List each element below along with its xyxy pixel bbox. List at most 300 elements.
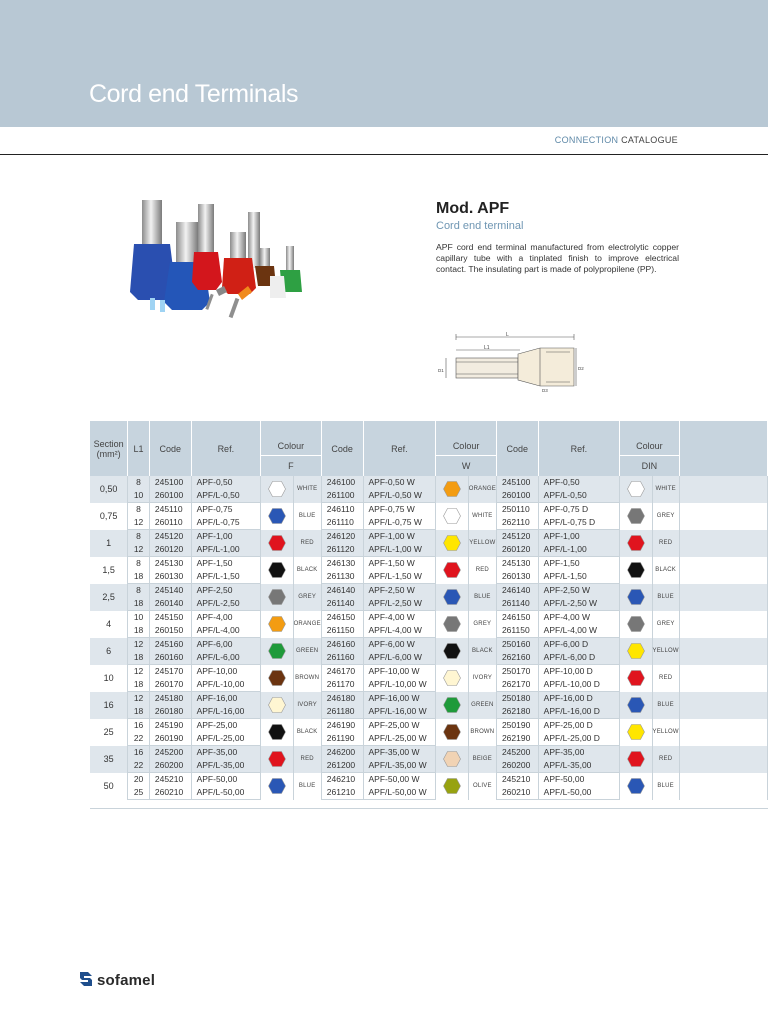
w-ref-cell: APF/L-0,75 W	[363, 516, 436, 530]
w-code-cell: 246190	[321, 719, 363, 733]
section-cell: 16	[90, 692, 128, 719]
f-colour-name: BROWN	[293, 665, 321, 692]
din-code-cell: 262190	[496, 732, 538, 746]
w-code-cell: 261100	[321, 489, 363, 503]
colour-swatch-cell	[436, 692, 469, 719]
f-code-cell: 260130	[149, 570, 191, 584]
colour-swatch-cell	[261, 692, 294, 719]
logo-text: sofamel	[97, 972, 156, 989]
f-code-cell: 260100	[149, 489, 191, 503]
w-colour-name: BLUE	[468, 584, 496, 611]
f-ref-cell: APF/L-1,00	[191, 543, 260, 557]
colour-swatch-cell	[620, 476, 653, 503]
w-colour-name: ORANGE	[468, 476, 496, 503]
w-code-cell: 261180	[321, 705, 363, 719]
f-code-cell: 260180	[149, 705, 191, 719]
f-ref-cell: APF/L-1,50	[191, 570, 260, 584]
colour-swatch-cell	[436, 746, 469, 773]
w-ref-cell: APF/L-10,00 W	[363, 678, 436, 692]
header-type-w: W	[436, 456, 497, 477]
l1-cell: 18	[128, 570, 150, 584]
blank-cell	[679, 584, 767, 611]
w-ref-cell: APF-50,00 W	[363, 773, 436, 787]
f-ref-cell: APF-10,00	[191, 665, 260, 679]
f-colour-name: IVORY	[293, 692, 321, 719]
din-ref-cell: APF-10,00 D	[538, 665, 619, 679]
din-ref-cell: APF/L-1,00	[538, 543, 619, 557]
hexagon-swatch-icon	[627, 643, 645, 659]
colour-swatch-cell	[436, 503, 469, 530]
f-ref-cell: APF-25,00	[191, 719, 260, 733]
l1-cell: 18	[128, 678, 150, 692]
l1-cell: 8	[128, 503, 150, 517]
w-code-cell: 246100	[321, 476, 363, 489]
din-ref-cell: APF-6,00 D	[538, 638, 619, 652]
colour-swatch-cell	[261, 746, 294, 773]
din-code-cell: 262170	[496, 678, 538, 692]
colour-swatch-cell	[436, 611, 469, 638]
colour-swatch-cell	[436, 719, 469, 746]
header-section	[90, 421, 128, 476]
l1-cell: 10	[128, 489, 150, 503]
f-code-cell: 245190	[149, 719, 191, 733]
dimension-drawing	[436, 330, 586, 395]
hexagon-swatch-icon	[443, 535, 461, 551]
header-ref-w: Ref.	[363, 421, 436, 476]
din-colour-name: RED	[652, 665, 679, 692]
f-colour-name: GREY	[293, 584, 321, 611]
din-code-cell: 250110	[496, 503, 538, 517]
w-code-cell: 261150	[321, 624, 363, 638]
hexagon-swatch-icon	[627, 670, 645, 686]
spec-table	[90, 421, 768, 800]
din-colour-name: BLACK	[652, 557, 679, 584]
f-colour-name: BLACK	[293, 557, 321, 584]
hexagon-swatch-icon	[268, 751, 286, 767]
blank-cell	[679, 692, 767, 719]
din-code-cell: 260210	[496, 786, 538, 800]
din-code-cell: 262160	[496, 651, 538, 665]
w-ref-cell: APF-10,00 W	[363, 665, 436, 679]
colour-swatch-cell	[261, 557, 294, 584]
hexagon-swatch-icon	[443, 643, 461, 659]
hexagon-swatch-icon	[627, 724, 645, 740]
w-code-cell: 261110	[321, 516, 363, 530]
w-colour-name: OLIVE	[468, 773, 496, 800]
din-code-cell: 261140	[496, 597, 538, 611]
l1-cell: 16	[128, 719, 150, 733]
f-ref-cell: APF-1,00	[191, 530, 260, 544]
f-code-cell: 245200	[149, 746, 191, 760]
blank-cell	[679, 530, 767, 557]
din-ref-cell: APF/L-4,00 W	[538, 624, 619, 638]
f-code-cell: 260200	[149, 759, 191, 773]
din-colour-name: GREY	[652, 611, 679, 638]
l1-cell: 18	[128, 651, 150, 665]
l1-cell: 18	[128, 624, 150, 638]
sofamel-logo-icon	[78, 970, 94, 988]
l1-cell: 25	[128, 786, 150, 800]
f-ref-cell: APF-0,75	[191, 503, 260, 517]
header-code-din: Code	[496, 421, 538, 476]
w-code-cell: 246150	[321, 611, 363, 625]
colour-swatch-cell	[620, 557, 653, 584]
f-ref-cell: APF/L-25,00	[191, 732, 260, 746]
din-code-cell: 250180	[496, 692, 538, 706]
l1-cell: 20	[128, 773, 150, 787]
colour-swatch-cell	[620, 638, 653, 665]
din-colour-name: WHITE	[652, 476, 679, 503]
l1-cell: 8	[128, 530, 150, 544]
f-code-cell: 245160	[149, 638, 191, 652]
hexagon-swatch-icon	[268, 616, 286, 632]
hexagon-swatch-icon	[627, 535, 645, 551]
dim-label-d2: D2	[578, 366, 584, 371]
din-ref-cell: APF/L-2,50 W	[538, 597, 619, 611]
w-ref-cell: APF-2,50 W	[363, 584, 436, 598]
table-row	[90, 773, 768, 787]
din-colour-name: BLUE	[652, 692, 679, 719]
colour-swatch-cell	[620, 584, 653, 611]
l1-cell: 22	[128, 732, 150, 746]
colour-swatch-cell	[261, 584, 294, 611]
din-ref-cell: APF-4,00 W	[538, 611, 619, 625]
w-code-cell: 261160	[321, 651, 363, 665]
w-ref-cell: APF-25,00 W	[363, 719, 436, 733]
colour-swatch-cell	[261, 773, 294, 800]
w-ref-cell: APF/L-6,00 W	[363, 651, 436, 665]
colour-swatch-cell	[261, 611, 294, 638]
colour-swatch-cell	[261, 476, 294, 503]
w-code-cell: 261120	[321, 543, 363, 557]
w-colour-name: GREEN	[468, 692, 496, 719]
din-colour-name: YELLOW	[652, 719, 679, 746]
w-ref-cell: APF/L-16,00 W	[363, 705, 436, 719]
colour-swatch-cell	[436, 584, 469, 611]
f-ref-cell: APF/L-35,00	[191, 759, 260, 773]
blank-cell	[679, 746, 767, 773]
hexagon-swatch-icon	[443, 697, 461, 713]
f-colour-name: ORANGE	[293, 611, 321, 638]
table-row	[90, 692, 768, 706]
w-code-cell: 261210	[321, 786, 363, 800]
header-code-f: Code	[149, 421, 191, 476]
colour-swatch-cell	[620, 503, 653, 530]
header-type-f: F	[261, 456, 322, 477]
hexagon-swatch-icon	[627, 697, 645, 713]
w-colour-name: RED	[468, 557, 496, 584]
w-ref-cell: APF-1,50 W	[363, 557, 436, 571]
l1-cell: 8	[128, 557, 150, 571]
w-colour-name: YELLOW	[468, 530, 496, 557]
header-type-din: DIN	[620, 456, 680, 477]
colour-swatch-cell	[261, 719, 294, 746]
w-code-cell: 261200	[321, 759, 363, 773]
l1-cell: 22	[128, 759, 150, 773]
din-ref-cell: APF-16,00 D	[538, 692, 619, 706]
f-colour-name: BLUE	[293, 503, 321, 530]
din-ref-cell: APF/L-0,50	[538, 489, 619, 503]
l1-cell: 10	[128, 611, 150, 625]
blank-cell	[679, 476, 767, 503]
w-code-cell: 246210	[321, 773, 363, 787]
f-ref-cell: APF/L-6,00	[191, 651, 260, 665]
blank-cell	[679, 557, 767, 584]
din-code-cell: 245210	[496, 773, 538, 787]
header-divider	[0, 154, 768, 155]
header-blank	[679, 421, 767, 476]
w-ref-cell: APF-16,00 W	[363, 692, 436, 706]
colour-swatch-cell	[620, 530, 653, 557]
colour-swatch-cell	[620, 611, 653, 638]
f-ref-cell: APF/L-4,00	[191, 624, 260, 638]
f-ref-cell: APF/L-10,00	[191, 678, 260, 692]
din-colour-name: BLUE	[652, 773, 679, 800]
catalogue-word: CATALOGUE	[621, 135, 678, 145]
w-colour-name: BLACK	[468, 638, 496, 665]
w-ref-cell: APF-4,00 W	[363, 611, 436, 625]
f-code-cell: 260160	[149, 651, 191, 665]
colour-swatch-cell	[436, 476, 469, 503]
blank-cell	[679, 773, 767, 800]
colour-swatch-cell	[620, 746, 653, 773]
din-colour-name: RED	[652, 746, 679, 773]
f-ref-cell: APF/L-0,50	[191, 489, 260, 503]
spec-table-body	[90, 476, 768, 800]
din-ref-cell: APF/L-50,00	[538, 786, 619, 800]
table-row	[90, 638, 768, 652]
f-code-cell: 245150	[149, 611, 191, 625]
hexagon-swatch-icon	[627, 751, 645, 767]
hexagon-swatch-icon	[268, 778, 286, 794]
w-ref-cell: APF/L-50,00 W	[363, 786, 436, 800]
f-ref-cell: APF-4,00	[191, 611, 260, 625]
f-ref-cell: APF/L-16,00	[191, 705, 260, 719]
din-ref-cell: APF-1,00	[538, 530, 619, 544]
w-colour-name: BEIGE	[468, 746, 496, 773]
w-code-cell: 261140	[321, 597, 363, 611]
f-code-cell: 245210	[149, 773, 191, 787]
w-colour-name: WHITE	[468, 503, 496, 530]
w-code-cell: 246180	[321, 692, 363, 706]
din-ref-cell: APF-0,50	[538, 476, 619, 489]
din-code-cell: 245100	[496, 476, 538, 489]
hexagon-swatch-icon	[268, 481, 286, 497]
din-code-cell: 246150	[496, 611, 538, 625]
f-ref-cell: APF/L-0,75	[191, 516, 260, 530]
table-row	[90, 746, 768, 760]
header-l1: L1	[128, 421, 150, 476]
f-code-cell: 245130	[149, 557, 191, 571]
colour-swatch-cell	[620, 719, 653, 746]
hexagon-swatch-icon	[268, 535, 286, 551]
table-row	[90, 530, 768, 544]
table-row	[90, 611, 768, 625]
header-ref-din: Ref.	[538, 421, 619, 476]
hexagon-swatch-icon	[268, 643, 286, 659]
din-code-cell: 245120	[496, 530, 538, 544]
w-ref-cell: APF-6,00 W	[363, 638, 436, 652]
hexagon-swatch-icon	[627, 778, 645, 794]
din-code-cell: 250190	[496, 719, 538, 733]
hexagon-swatch-icon	[627, 616, 645, 632]
colour-swatch-cell	[620, 773, 653, 800]
din-ref-cell: APF-50,00	[538, 773, 619, 787]
w-ref-cell: APF/L-1,50 W	[363, 570, 436, 584]
f-colour-name: GREEN	[293, 638, 321, 665]
section-cell: 0,75	[90, 503, 128, 530]
din-code-cell: 245130	[496, 557, 538, 571]
header-colour-f: Colour	[261, 421, 322, 456]
f-ref-cell: APF/L-50,00	[191, 786, 260, 800]
section-cell: 0,50	[90, 476, 128, 503]
dim-label-l1: L1	[484, 345, 490, 351]
l1-cell: 12	[128, 516, 150, 530]
colour-swatch-cell	[436, 530, 469, 557]
l1-cell: 12	[128, 638, 150, 652]
section-cell: 2,5	[90, 584, 128, 611]
w-ref-cell: APF/L-25,00 W	[363, 732, 436, 746]
blank-cell	[679, 638, 767, 665]
header-colour-din: Colour	[620, 421, 680, 456]
din-code-cell: 246140	[496, 584, 538, 598]
din-colour-name: GREY	[652, 503, 679, 530]
colour-swatch-cell	[620, 692, 653, 719]
f-ref-cell: APF-2,50	[191, 584, 260, 598]
f-code-cell: 245140	[149, 584, 191, 598]
din-ref-cell: APF/L-25,00 D	[538, 732, 619, 746]
f-code-cell: 245110	[149, 503, 191, 517]
table-row	[90, 665, 768, 679]
l1-cell: 8	[128, 476, 150, 489]
din-colour-name: RED	[652, 530, 679, 557]
hexagon-swatch-icon	[443, 778, 461, 794]
section-cell: 10	[90, 665, 128, 692]
f-code-cell: 260210	[149, 786, 191, 800]
f-code-cell: 245120	[149, 530, 191, 544]
din-code-cell: 261150	[496, 624, 538, 638]
colour-swatch-cell	[436, 638, 469, 665]
model-subtitle: Cord end terminal	[436, 220, 524, 232]
f-ref-cell: APF/L-2,50	[191, 597, 260, 611]
hexagon-swatch-icon	[443, 670, 461, 686]
l1-cell: 12	[128, 543, 150, 557]
din-ref-cell: APF-35,00	[538, 746, 619, 760]
blank-cell	[679, 719, 767, 746]
page-title: Cord end Terminals	[89, 80, 299, 108]
dim-label-d1: D1	[438, 368, 444, 373]
hexagon-swatch-icon	[268, 697, 286, 713]
din-ref-cell: APF/L-16,00 D	[538, 705, 619, 719]
f-code-cell: 260140	[149, 597, 191, 611]
din-code-cell: 262180	[496, 705, 538, 719]
din-colour-name: YELLOW	[652, 638, 679, 665]
table-row	[90, 476, 768, 489]
f-ref-cell: APF-6,00	[191, 638, 260, 652]
header-colour-w: Colour	[436, 421, 497, 456]
l1-cell: 12	[128, 692, 150, 706]
din-ref-cell: APF-2,50 W	[538, 584, 619, 598]
l1-cell: 18	[128, 705, 150, 719]
f-code-cell: 260110	[149, 516, 191, 530]
f-ref-cell: APF-0,50	[191, 476, 260, 489]
f-colour-name: RED	[293, 530, 321, 557]
section-cell: 1	[90, 530, 128, 557]
hexagon-swatch-icon	[268, 508, 286, 524]
hexagon-swatch-icon	[443, 481, 461, 497]
w-colour-name: IVORY	[468, 665, 496, 692]
din-ref-cell: APF/L-0,75 D	[538, 516, 619, 530]
hexagon-swatch-icon	[443, 589, 461, 605]
w-colour-name: GREY	[468, 611, 496, 638]
l1-cell: 16	[128, 746, 150, 760]
colour-swatch-cell	[261, 638, 294, 665]
w-code-cell: 246200	[321, 746, 363, 760]
din-code-cell: 245200	[496, 746, 538, 760]
catalogue-accent: CONNECTION	[554, 135, 619, 145]
product-photo	[110, 182, 330, 327]
w-code-cell: 261130	[321, 570, 363, 584]
section-cell: 6	[90, 638, 128, 665]
f-code-cell: 260190	[149, 732, 191, 746]
header-ref-f: Ref.	[191, 421, 260, 476]
din-ref-cell: APF-0,75 D	[538, 503, 619, 517]
blank-cell	[679, 611, 767, 638]
din-colour-name: BLUE	[652, 584, 679, 611]
din-code-cell: 260120	[496, 543, 538, 557]
catalogue-label	[555, 135, 678, 145]
table-row	[90, 719, 768, 733]
colour-swatch-cell	[261, 503, 294, 530]
hexagon-swatch-icon	[443, 562, 461, 578]
f-code-cell: 260120	[149, 543, 191, 557]
l1-cell: 12	[128, 665, 150, 679]
header-section-unit: (mm²)	[96, 448, 121, 459]
hexagon-swatch-icon	[627, 589, 645, 605]
w-ref-cell: APF-0,50 W	[363, 476, 436, 489]
hexagon-swatch-icon	[443, 508, 461, 524]
section-cell: 50	[90, 773, 128, 800]
din-code-cell: 250160	[496, 638, 538, 652]
w-ref-cell: APF-1,00 W	[363, 530, 436, 544]
w-ref-cell: APF-0,75 W	[363, 503, 436, 517]
hexagon-swatch-icon	[627, 562, 645, 578]
w-code-cell: 246170	[321, 665, 363, 679]
colour-swatch-cell	[436, 773, 469, 800]
hexagon-swatch-icon	[627, 508, 645, 524]
table-row	[90, 503, 768, 517]
w-colour-name: BROWN	[468, 719, 496, 746]
blank-cell	[679, 503, 767, 530]
hexagon-swatch-icon	[443, 616, 461, 632]
f-code-cell: 245180	[149, 692, 191, 706]
w-ref-cell: APF/L-4,00 W	[363, 624, 436, 638]
din-ref-cell: APF/L-10,00 D	[538, 678, 619, 692]
table-row	[90, 584, 768, 598]
l1-cell: 8	[128, 584, 150, 598]
f-ref-cell: APF-1,50	[191, 557, 260, 571]
f-code-cell: 245170	[149, 665, 191, 679]
din-code-cell: 260200	[496, 759, 538, 773]
dim-label-d3: D3	[542, 388, 548, 393]
f-ref-cell: APF-16,00	[191, 692, 260, 706]
section-cell: 1,5	[90, 557, 128, 584]
colour-swatch-cell	[261, 530, 294, 557]
header-code-w: Code	[321, 421, 363, 476]
section-cell: 4	[90, 611, 128, 638]
hexagon-swatch-icon	[268, 589, 286, 605]
din-code-cell: 260100	[496, 489, 538, 503]
